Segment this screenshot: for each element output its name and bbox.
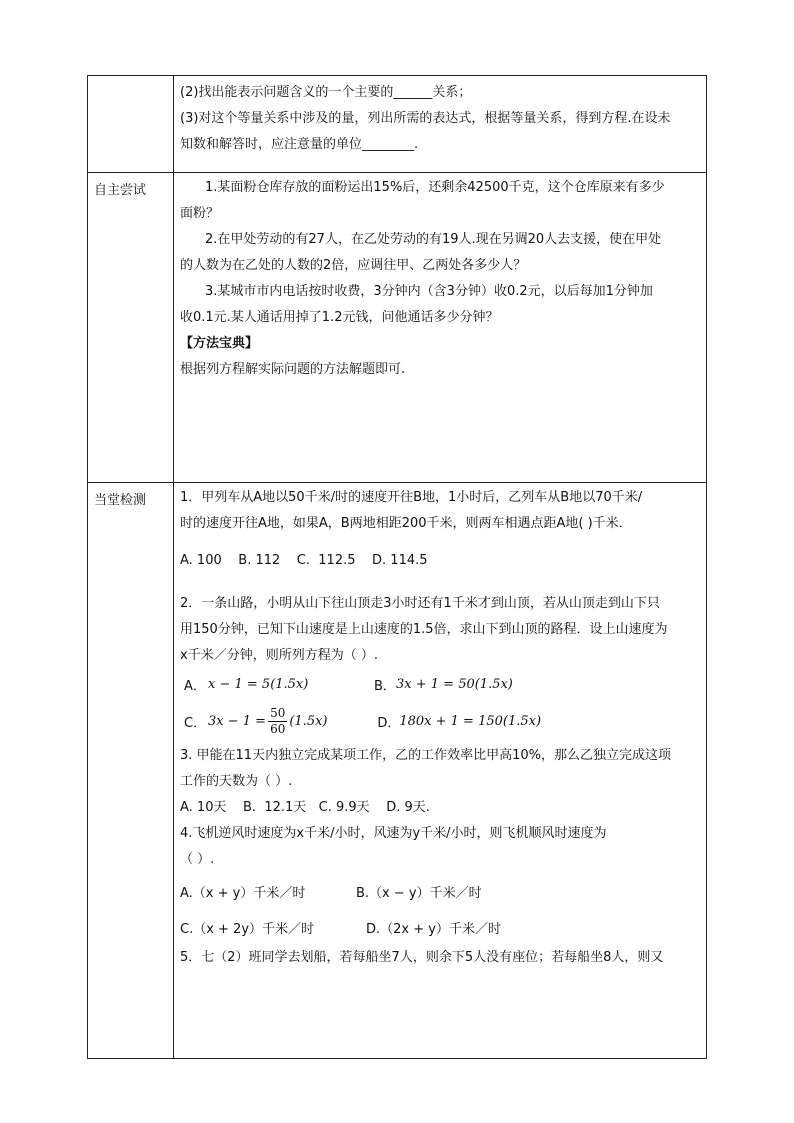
row-label xyxy=(88,76,174,173)
q2-option-c-label: C． xyxy=(184,715,207,731)
q4-option-c: C.（x + 2y）千米／时 xyxy=(180,921,315,937)
text-line: 面粉？ xyxy=(180,206,220,221)
text-line: 1.某面粉仓库存放的面粉运出15%后，还剩余42500千克，这个仓库原来有多少 xyxy=(205,180,665,195)
q2-line: 2．一条山路，小明从山下往山顶走3小时还有1千米才到山顶，若从山顶走到山下只 xyxy=(180,596,660,611)
q2-option-d: 180x + 1 = 150(1.5x) xyxy=(399,713,542,729)
text-line: 的人数为在乙处的人数的2倍，应调往甲、乙两处各多少人？ xyxy=(180,258,527,273)
q2-options-cd xyxy=(180,699,700,743)
row-content xyxy=(174,76,707,173)
q2-line: x千米／分钟，则所列方程为（ ）. xyxy=(180,648,378,663)
q2-option-c-left: 3x − 1 = xyxy=(208,713,267,729)
q2-option-a-label: A． xyxy=(184,678,206,694)
text-line: (3)对这个等量关系中涉及的量，列出所需的表达式，根据等量关系，得到方程.在设未 xyxy=(180,111,671,126)
fraction-numerator: 50 xyxy=(270,705,286,720)
text-line: 根据列方程解实际问题的方法解题即可. xyxy=(180,362,406,377)
table-row xyxy=(88,483,707,1059)
table-row xyxy=(88,173,707,483)
q2-options-ab xyxy=(180,669,700,699)
q4-option-b: B.（x − y）千米／时 xyxy=(356,885,482,901)
q2-option-b-label: B． xyxy=(374,678,396,694)
row-content xyxy=(174,483,707,1059)
q3-line: 工作的天数为（ ）. xyxy=(180,774,293,789)
q4-option-a: A.（x + y）千米／时 xyxy=(180,885,306,901)
q1-line: 时的速度开往A地，如果A，B两地相距200千米，则两车相遇点距A地( )千米． xyxy=(180,516,632,531)
row-label: 自主尝试 xyxy=(88,173,174,483)
method-heading: 【方法宝典】 xyxy=(180,336,259,351)
text-line: 知数和解答时，应注意量的单位________. xyxy=(180,137,419,152)
q4-options-ab xyxy=(180,873,700,909)
q4-line: 4.飞机逆风时速度为x千米/小时，风速为y千米/小时，则飞机顺风时速度为 xyxy=(180,826,607,841)
q1-line: 1．甲列车从A地以50千米/时的速度开往B地，1小时后，乙列车从B地以70千米/ xyxy=(180,490,643,505)
q4-option-d: D.（2x + y）千米／时 xyxy=(366,921,501,937)
row-content xyxy=(174,173,707,483)
table-row xyxy=(88,76,707,173)
worksheet-table xyxy=(87,75,707,1059)
q2-line: 用150分钟，已知下山速度是上山速度的1.5倍，求山下到山顶的路程．设上山速度为 xyxy=(180,622,668,637)
text-line: 3.某城市市内电话按时收费，3分钟内（含3分钟）收0.2元，以后每加1分钟加 xyxy=(205,284,653,299)
q4-options-cd xyxy=(180,909,700,945)
q2-option-a: x − 1 = 5(1.5x) xyxy=(208,676,309,692)
q4-line: （ ）. xyxy=(180,852,215,867)
q2-option-c-fraction xyxy=(268,706,287,737)
text-line: (2)找出能表示问题含义的一个主要的______关系； xyxy=(180,85,472,100)
row-label: 当堂检测 xyxy=(88,483,174,1059)
q5-line: 5．七（2）班同学去划船，若每船坐7人，则余下5人没有座位；若每船坐8人，则又 xyxy=(180,950,664,965)
q3-line: 3. 甲能在11天内独立完成某项工作，乙的工作效率比甲高10%，那么乙独立完成这项 xyxy=(180,748,671,763)
q3-options: A. 10天 B. 12.1天 C. 9.9天 D. 9天. xyxy=(180,800,430,815)
q2-option-d-label: D． xyxy=(377,715,401,731)
text-line: 2.在甲处劳动的有27人，在乙处劳动的有19人.现在另调20人去支援，使在甲处 xyxy=(205,232,662,247)
text-line: 收0.1元.某人通话用掉了1.2元钱，问他通话多少分钟？ xyxy=(180,310,499,325)
fraction-denominator: 60 xyxy=(270,721,286,736)
q2-option-b: 3x + 1 = 50(1.5x) xyxy=(396,676,513,692)
q1-options: A. 100 B. 112 C. 112.5 D. 114.5 xyxy=(180,553,428,568)
q2-option-c-right: (1.5x) xyxy=(289,713,328,729)
